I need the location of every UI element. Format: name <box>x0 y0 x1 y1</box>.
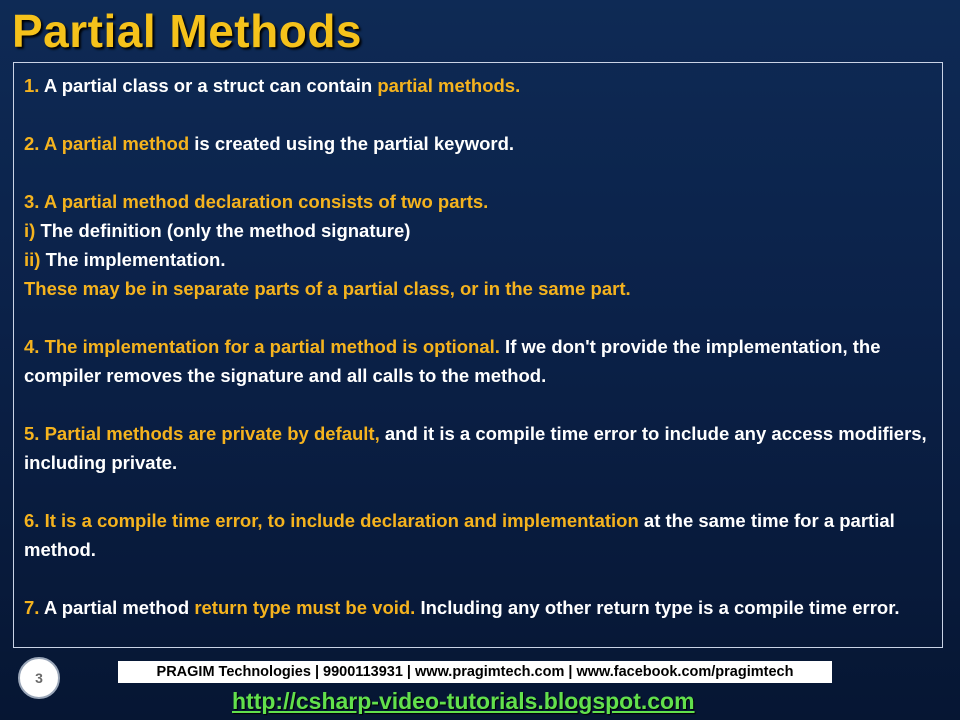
point-6-text: at the same time for a partial method. <box>24 510 895 560</box>
point-3-sub1-number: i) <box>24 220 36 241</box>
point-5 <box>24 419 932 477</box>
point-3 <box>24 187 932 303</box>
point-7-number: 7. <box>24 597 40 618</box>
point-7-text-b: Including any other return type is a compile time error. <box>415 597 900 618</box>
point-5-text: and it is a compile time error to include any access modifiers, including private. <box>24 423 927 473</box>
blog-link[interactable]: http://csharp-video-tutorials.blogspot.com <box>232 688 695 714</box>
company-footer: PRAGIM Technologies | 9900113931 | www.pragimtech.com | www.facebook.com/pragimtech <box>118 661 832 683</box>
point-4 <box>24 332 932 390</box>
point-3-highlight: 3. A partial method declaration consists of two parts. <box>24 191 489 212</box>
content-box <box>13 62 943 648</box>
point-4-highlight: 4. The implementation for a partial method is optional. <box>24 336 500 357</box>
point-7-highlight: return type must be void. <box>194 597 416 618</box>
slide-title: Partial Methods <box>12 5 363 57</box>
point-3-sub2-number: ii) <box>24 249 41 270</box>
point-1-number: 1. <box>24 75 40 96</box>
point-1 <box>24 71 932 100</box>
point-6-highlight: 6. It is a compile time error, to include declaration and implementation <box>24 510 639 531</box>
point-2-text: is created using the partial keyword. <box>189 133 515 154</box>
point-2-highlight: 2. A partial method <box>24 133 190 154</box>
point-3-note: These may be in separate parts of a partial class, or in the same part. <box>24 278 631 299</box>
point-1-highlight: partial methods. <box>377 75 521 96</box>
slide-number-badge: 3 <box>18 657 60 699</box>
point-6 <box>24 506 932 564</box>
point-3-sub2-text: The implementation. <box>40 249 226 270</box>
point-7 <box>24 593 932 622</box>
point-2 <box>24 129 932 158</box>
point-1-text: A partial class or a struct can contain <box>39 75 378 96</box>
point-5-highlight: 5. Partial methods are private by default, <box>24 423 380 444</box>
point-7-text-a: A partial method <box>39 597 195 618</box>
point-3-sub1-text: The definition (only the method signature) <box>35 220 411 241</box>
point-4-text: If we don't provide the implementation, the compiler removes the signature and all calls to the method. <box>24 336 881 386</box>
